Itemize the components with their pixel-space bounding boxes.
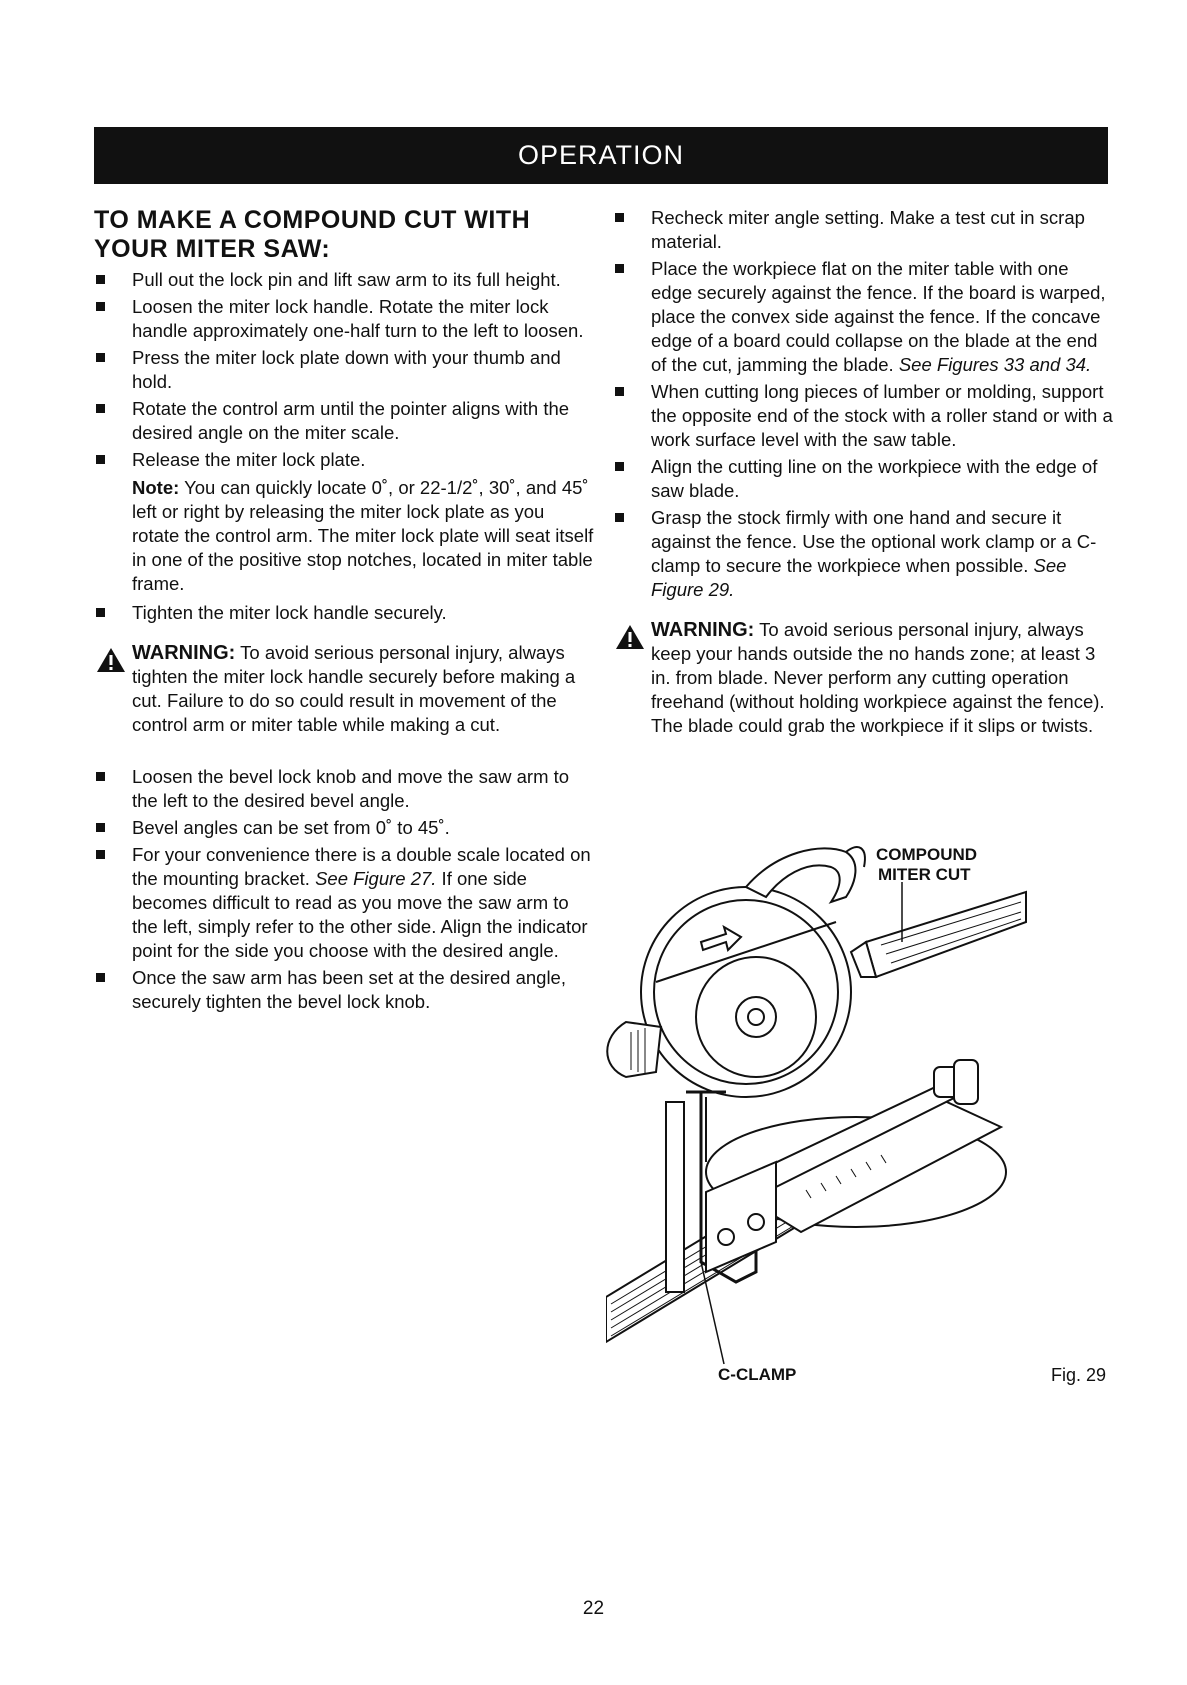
bullet-icon xyxy=(96,455,105,464)
list-item: Loosen the bevel lock knob and move the saw arm to the left to the desired bevel angle. xyxy=(94,765,594,813)
list-item: Pull out the lock pin and lift saw arm to its full height. xyxy=(94,268,594,292)
bullet-icon xyxy=(96,850,105,859)
note-label: Note: xyxy=(132,477,180,498)
section-heading: TO MAKE A COMPOUND CUT WITH YOUR MITER SAW: xyxy=(94,206,531,263)
warning-icon xyxy=(615,624,645,650)
warning-label: WARNING: xyxy=(132,642,236,664)
figure-number: Fig. 29 xyxy=(1051,1365,1107,1385)
bullet-icon xyxy=(96,404,105,413)
list-item: Recheck miter angle setting. Make a test cut in scrap material. xyxy=(613,206,1113,254)
warning-block: WARNING: To avoid serious personal injury, always tighten the miter lock handle securely before making a cut. Failure to do so could result in movement of the control arm or miter table while making a cut. xyxy=(94,641,594,737)
warning-block: WARNING: To avoid serious personal injury, always keep your hands outside the no hands zone; at least 3 in. from blade. Never perform any cutting operation freehand (without holding workpiece against the fence). The blade could grab the workpiece if it slips or twists. xyxy=(613,618,1113,738)
c-clamp-label: C-CLAMP xyxy=(718,1365,797,1384)
bullet-icon xyxy=(615,387,624,396)
figure-reference: See Figures 33 and 34. xyxy=(898,354,1092,375)
left-column xyxy=(94,206,594,1017)
list-item: When cutting long pieces of lumber or molding, support the opposite end of the stock with a roller stand or with a work surface level with the saw table. xyxy=(613,380,1113,452)
bullet-icon xyxy=(96,608,105,617)
list-item: Release the miter lock plate. xyxy=(94,448,594,472)
list-item: Grasp the stock firmly with one hand and secure it against the fence. Use the optional work clamp or a C-clamp to secure the workpiece when possible. See Figure 29. xyxy=(613,506,1113,602)
section-banner: OPERATION xyxy=(94,127,1108,184)
page-number: 22 xyxy=(582,1598,605,1619)
list-item: Tighten the miter lock handle securely. xyxy=(94,601,594,625)
warning-label: WARNING: xyxy=(651,619,755,641)
miter-saw-illustration xyxy=(606,842,1112,1382)
bullet-icon xyxy=(96,823,105,832)
bullet-icon xyxy=(615,264,624,273)
miter-cut-label: MITER CUT xyxy=(878,865,971,884)
compound-label: COMPOUND xyxy=(876,845,978,864)
list-item: Place the workpiece flat on the miter table with one edge securely against the fence. If the board is warped, place the convex side against the fence. If the concave edge of a board could collapse on the blade at the end of the cut, jamming the blade. See Figures 33 and 34. xyxy=(613,257,1113,377)
right-column xyxy=(613,206,1113,766)
bullet-icon xyxy=(615,513,624,522)
bullet-icon xyxy=(96,353,105,362)
bullet-icon xyxy=(96,772,105,781)
miter-saw-icon xyxy=(606,842,1112,1382)
figure-reference: See Figure 27. xyxy=(315,868,437,889)
list-item: Rotate the control arm until the pointer aligns with the desired angle on the miter scale. xyxy=(94,397,594,445)
list-item: For your convenience there is a double scale located on the mounting bracket. See Figure 27. If one side becomes difficult to read as you move the saw arm to the left, simply refer to the other side. Align the indicator point for the side you choose with the desired angle. xyxy=(94,843,594,963)
note: Note: You can quickly locate 0˚, or 22-1/2˚, 30˚, and 45˚ left or right by releasing the miter lock plate as you rotate the control arm. The miter lock plate will seat itself in one of the positive stop notches, located in miter table frame. xyxy=(132,477,594,594)
bullet-icon xyxy=(615,213,624,222)
bullet-icon xyxy=(615,462,624,471)
list-item: Once the saw arm has been set at the desired angle, securely tighten the bevel lock knob. xyxy=(94,966,594,1014)
bullet-icon xyxy=(96,302,105,311)
list-item: Press the miter lock plate down with your thumb and hold. xyxy=(94,346,594,394)
warning-icon xyxy=(96,647,126,673)
list-item: Bevel angles can be set from 0˚ to 45˚. xyxy=(94,816,594,840)
bullet-icon xyxy=(96,275,105,284)
bullet-icon xyxy=(96,973,105,982)
list-item: Align the cutting line on the workpiece with the edge of saw blade. xyxy=(613,455,1113,503)
list-item: Loosen the miter lock handle. Rotate the miter lock handle approximately one-half turn to the left to loosen. xyxy=(94,295,594,343)
figure-reference: See Figure 29. xyxy=(651,555,1067,600)
